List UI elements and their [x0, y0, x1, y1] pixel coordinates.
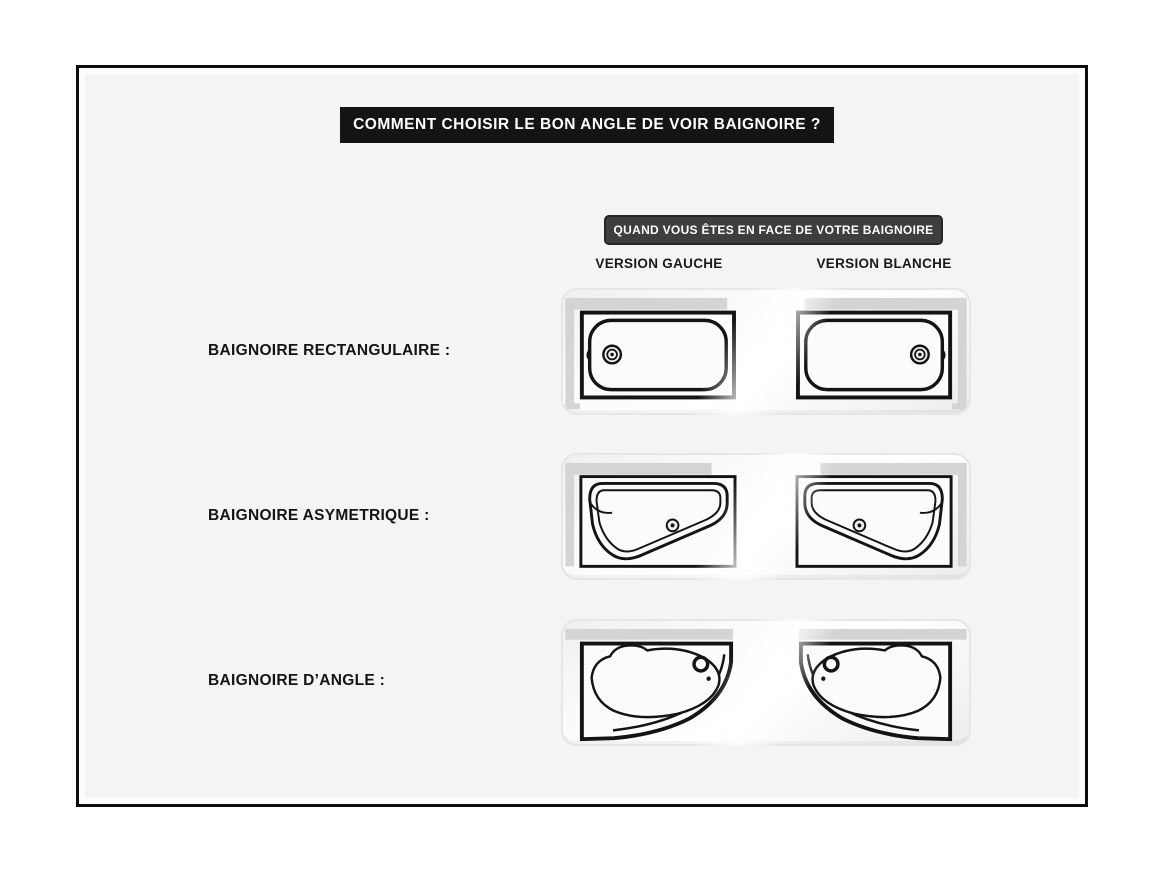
panel-rectangular	[561, 288, 971, 415]
panel-asymmetric	[561, 453, 971, 580]
bathtub-asymmetric-right-icon	[785, 461, 967, 580]
infographic-frame	[76, 65, 1088, 807]
bathtub-asymmetric-left-icon	[565, 461, 747, 580]
row-label-asymmetric: BAIGNOIRE ASYMETRIQUE :	[208, 507, 430, 524]
page-title: COMMENT CHOISIR LE BON ANGLE DE VOIR BAIGNOIRE ?	[353, 116, 821, 133]
bathtub-corner-left-icon	[565, 627, 747, 746]
subtitle-text: QUAND VOUS ÊTES EN FACE DE VOTRE BAIGNOIRE	[613, 223, 934, 237]
bathtub-corner-right-icon	[785, 627, 967, 746]
row-label-corner: BAIGNOIRE D’ANGLE :	[208, 672, 386, 689]
panel-corner	[561, 619, 971, 746]
bathtub-rectangular-left-icon	[565, 296, 747, 415]
bathtub-rectangular-right-icon	[785, 296, 967, 415]
title-banner	[340, 107, 834, 143]
column-header-version-gauche: VERSION GAUCHE	[595, 256, 723, 271]
subtitle-banner	[604, 215, 943, 245]
column-header-version-blanche: VERSION BLANCHE	[816, 256, 952, 271]
row-label-rectangular: BAIGNOIRE RECTANGULAIRE :	[208, 342, 451, 359]
